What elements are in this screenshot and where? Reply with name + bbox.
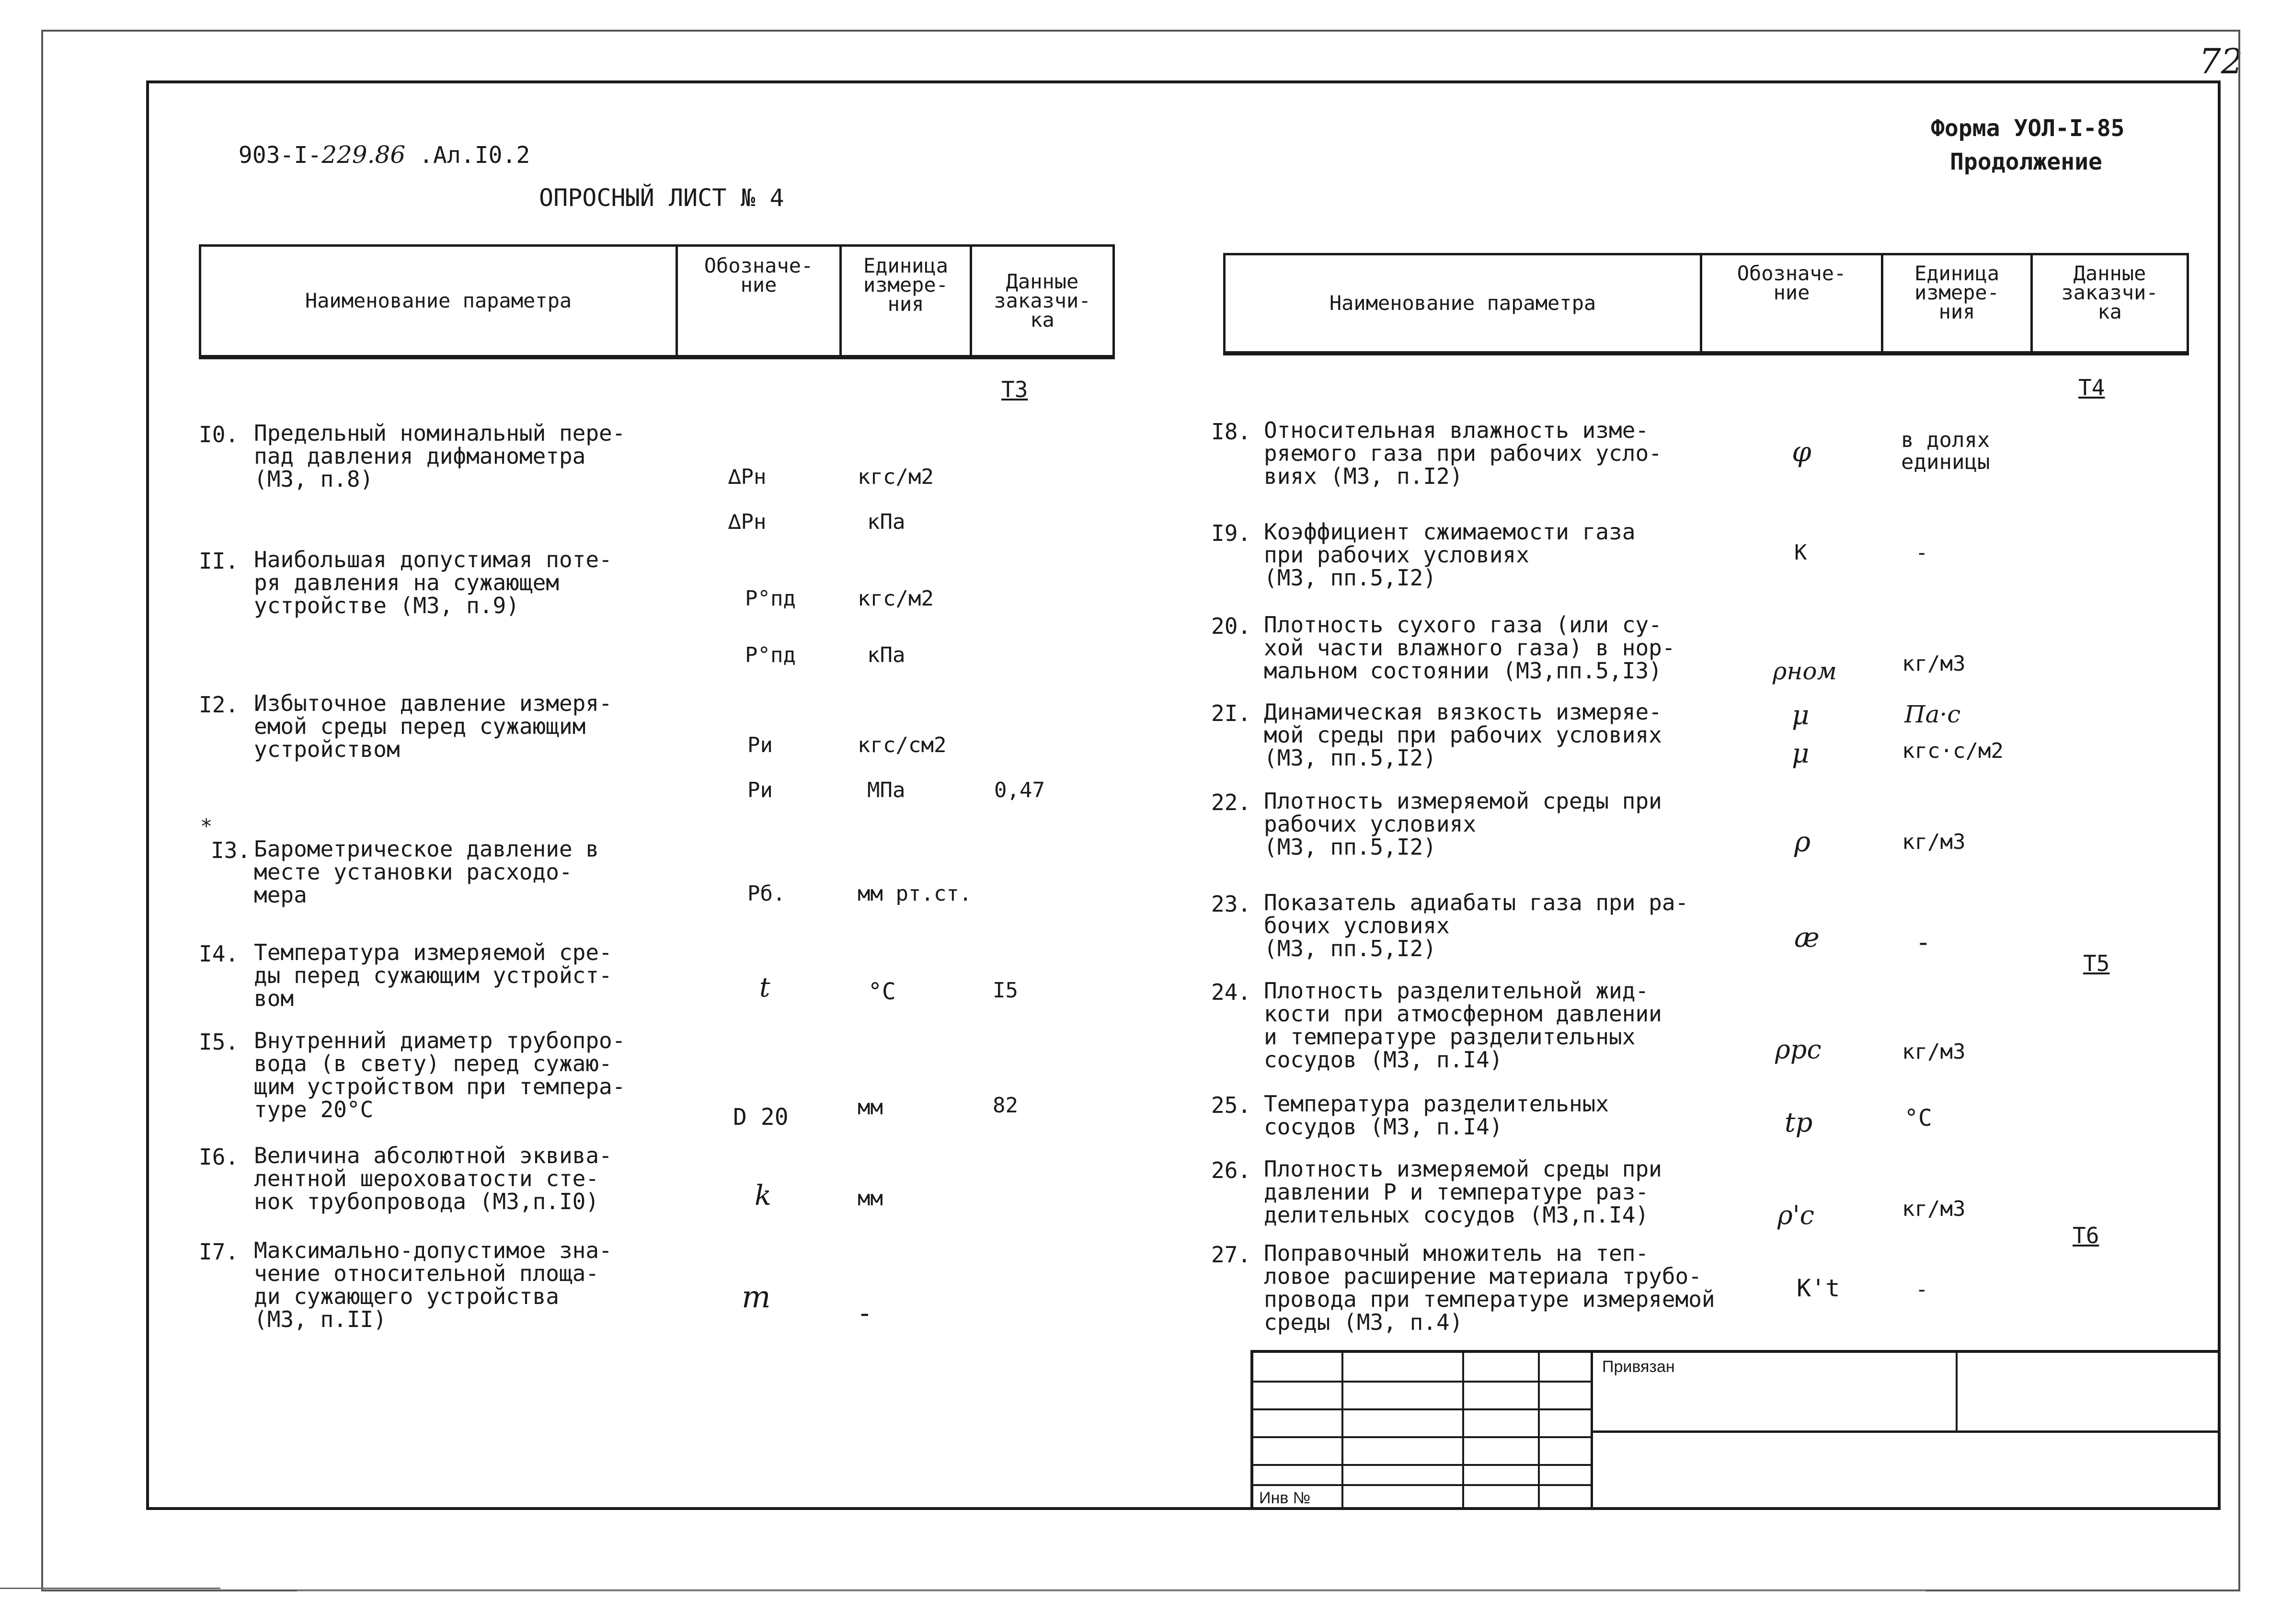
row-number: 27. [1211, 1242, 1251, 1268]
row-text: Плотность измеряемой среды при давлении Р и температуре раз- делительных сосудов (МЗ,п.I4) [1264, 1156, 1662, 1228]
row-designation: μ [1792, 700, 1810, 731]
continuation-label: Продолжение [1950, 149, 2102, 175]
row-number: 23. [1211, 891, 1251, 917]
stamp-divider [1956, 1353, 1958, 1432]
row-text: Динамическая вязкость измеряе- мой среды при рабочих условиях (МЗ, пп.5,I2) [1264, 699, 1662, 771]
col-designation-header: Обозначе- ние [676, 247, 839, 355]
row-customer-value: 0,47 [994, 778, 1045, 802]
row-unit: - [1915, 927, 1931, 957]
row-unit: кг/м3 [1902, 652, 1966, 676]
row-text: Плотность измеряемой среды при рабочих условиях (МЗ, пп.5,I2) [1264, 788, 1662, 860]
table-ref-t4: Т4 [2078, 375, 2105, 400]
row-designation: μ [1792, 738, 1810, 769]
doc-code [211, 120, 530, 167]
table-ref-t5: Т5 [2083, 950, 2110, 976]
row-text: Величина абсолютной эквива- лентной шероховатости сте- нок трубопровода (МЗ,п.I0) [254, 1143, 612, 1214]
row-designation: ρ'с [1777, 1200, 1814, 1230]
row-number: I8. [1211, 419, 1251, 445]
row-unit: - [1915, 540, 1928, 565]
stamp-divider [1462, 1353, 1464, 1510]
stamp-divider [1253, 1408, 1591, 1410]
row-designation: Рб. [747, 881, 786, 906]
stamp-divider [1253, 1381, 1591, 1383]
row-number: I0. [199, 422, 239, 447]
row-unit: мм рт.ст. [858, 881, 972, 906]
stamp-divider [1538, 1353, 1540, 1510]
row-designation: æ [1794, 922, 1820, 953]
row-designation: φ [1792, 435, 1811, 468]
row-customer-value: 82 [993, 1093, 1018, 1118]
row-designation: ρном [1773, 657, 1837, 685]
row-text: Избыточное давление измеря- емой среды перед сужающим устройством [254, 690, 612, 762]
stamp-inv-label: Инв № [1259, 1489, 1311, 1507]
row-text: Показатель адиабаты газа при ра- бочих условиях (МЗ, пп.5,I2) [1264, 890, 1689, 961]
stamp-divider [1341, 1353, 1343, 1510]
row-unit: кг/м3 [1902, 1197, 1966, 1221]
row-unit: кгс·с/м2 [1902, 739, 2004, 763]
row-text: Температура разделительных сосудов (МЗ, п.I4) [1264, 1091, 1609, 1140]
col-name-header: Наименование параметра [1329, 291, 1596, 315]
col-unit-header: Единица измере- ния [839, 247, 970, 355]
stamp-divider [1253, 1484, 1591, 1486]
row-number: 24. [1211, 979, 1251, 1005]
stamp-attached-label: Привязан [1602, 1358, 1675, 1376]
row-unit: °С [868, 978, 896, 1005]
row-unit: мм [858, 1095, 883, 1120]
row-unit: кг/м3 [1902, 830, 1966, 854]
row-unit: - [857, 1298, 873, 1329]
table-ref-t3: Т3 [1001, 377, 1028, 402]
row-text: Коэффициент сжимаемости газа при рабочих условиях (МЗ, пп.5,I2) [1264, 519, 1636, 591]
row-text: Температура измеряемой сре- ды перед сужающим устройст- вом [254, 939, 612, 1011]
footnote-mark: * [200, 814, 213, 838]
row-number: I7. [199, 1239, 239, 1265]
row-unit: мм [858, 1186, 883, 1211]
sheet-title: ОПРОСНЫЙ ЛИСТ № 4 [539, 184, 784, 212]
row-number: II. [199, 548, 239, 574]
row-designation: Р°пд [745, 643, 796, 667]
row-unit: кгс/см2 [858, 733, 947, 757]
row-unit: кгс/м2 [858, 465, 934, 489]
form-label: Форма УОЛ-I-85 [1931, 115, 2125, 142]
row-text: Наибольшая допустимая поте- ря давления на сужающем устройстве (МЗ, п.9) [254, 547, 612, 618]
row-number: I6. [199, 1144, 239, 1170]
row-designation: К't [1797, 1274, 1840, 1302]
col-customer-header: Данные заказчи- ка [970, 247, 1112, 355]
row-number: 22. [1211, 789, 1251, 815]
row-unit: Па·с [1904, 700, 1961, 728]
table-ref-t6: Т6 [2073, 1223, 2099, 1248]
doc-code-suffix: .Ал.I0.2 [405, 142, 530, 169]
row-text: Относительная влажность изме- ряемого газа при рабочих усло- виях (МЗ, п.I2) [1264, 417, 1662, 489]
row-number: 20. [1211, 613, 1251, 639]
row-unit: кг/м3 [1902, 1040, 1966, 1064]
row-designation: D 20 [733, 1104, 789, 1131]
row-number: I9. [1211, 520, 1251, 546]
stamp-divider [1253, 1436, 1591, 1438]
row-designation: Ри [747, 778, 773, 802]
row-number: 25. [1211, 1092, 1251, 1118]
row-text: Барометрическое давление в месте установки расходо- мера [254, 836, 599, 908]
row-number: I2. [199, 692, 239, 718]
row-text: Предельный номинальный пере- пад давления дифманометра (МЗ, п.8) [254, 420, 626, 492]
row-unit: - [1915, 1277, 1928, 1302]
row-unit: кПа [867, 643, 905, 667]
right-table-header [1223, 253, 2189, 355]
col-customer-header: Данные заказчи- ка [2030, 255, 2187, 351]
row-text: Плотность разделительной жид- кости при атмосферном давлении и температуре разделительных сосудов (МЗ, п.I4) [1264, 978, 1662, 1073]
stamp-divider [1591, 1430, 2221, 1433]
row-unit: МПа [867, 778, 905, 802]
col-designation-header: Обозначе- ние [1700, 255, 1881, 351]
row-number: I5. [199, 1029, 239, 1055]
row-number: I4. [199, 941, 239, 967]
doc-code-handwritten: 229.86 [321, 141, 406, 169]
row-number: 2I. [1211, 700, 1251, 726]
row-designation: Ри [747, 733, 773, 757]
row-number: I3. [211, 837, 251, 863]
row-designation: ρ [1794, 825, 1811, 858]
row-text: Плотность сухого газа (или су- хой части влажного газа) в нор- мальном состоянии (МЗ,пп.5,I3) [1264, 612, 1675, 684]
row-designation: ∆Рн [728, 465, 767, 489]
row-customer-value: I5 [993, 978, 1018, 1003]
row-number: 26. [1211, 1157, 1251, 1183]
row-designation: Р°пд [745, 586, 796, 611]
row-designation: m [742, 1280, 771, 1315]
row-designation: tр [1785, 1107, 1813, 1138]
left-table-header [199, 244, 1115, 359]
row-text: Поправочный множитель на теп- ловое расширение материала трубо- провода при температуре измеряемой среды (МЗ, п.4) [1264, 1240, 1715, 1335]
row-text: Внутренний диаметр трубопро- вода (в свету) перед сужаю- щим устройством при темпера- туре 20°С [254, 1028, 626, 1122]
row-designation: К [1794, 540, 1807, 565]
row-designation: ρрс [1775, 1034, 1822, 1064]
page-number: 72 [2199, 41, 2243, 81]
row-unit: °С [1904, 1105, 1932, 1132]
row-designation: t [759, 972, 770, 1003]
row-designation: ∆Рн [728, 510, 767, 534]
col-name-header: Наименование параметра [305, 289, 572, 312]
row-designation: k [755, 1179, 772, 1212]
doc-code-prefix: 903-I- [238, 142, 322, 169]
scan-bottom-line [297, 1590, 1926, 1591]
row-unit: кгс/м2 [858, 586, 934, 611]
stamp-divider [1253, 1464, 1591, 1466]
row-unit: кПа [867, 510, 905, 534]
row-unit: в долях единицы [1901, 428, 1990, 474]
row-text: Максимально-допустимое зна- чение относительной площа- ди сужающего устройства (МЗ, п.II) [254, 1237, 612, 1332]
scan-bottom-line [0, 1588, 220, 1589]
stamp-block [1250, 1350, 2221, 1510]
col-unit-header: Единица измере- ния [1881, 255, 2030, 351]
